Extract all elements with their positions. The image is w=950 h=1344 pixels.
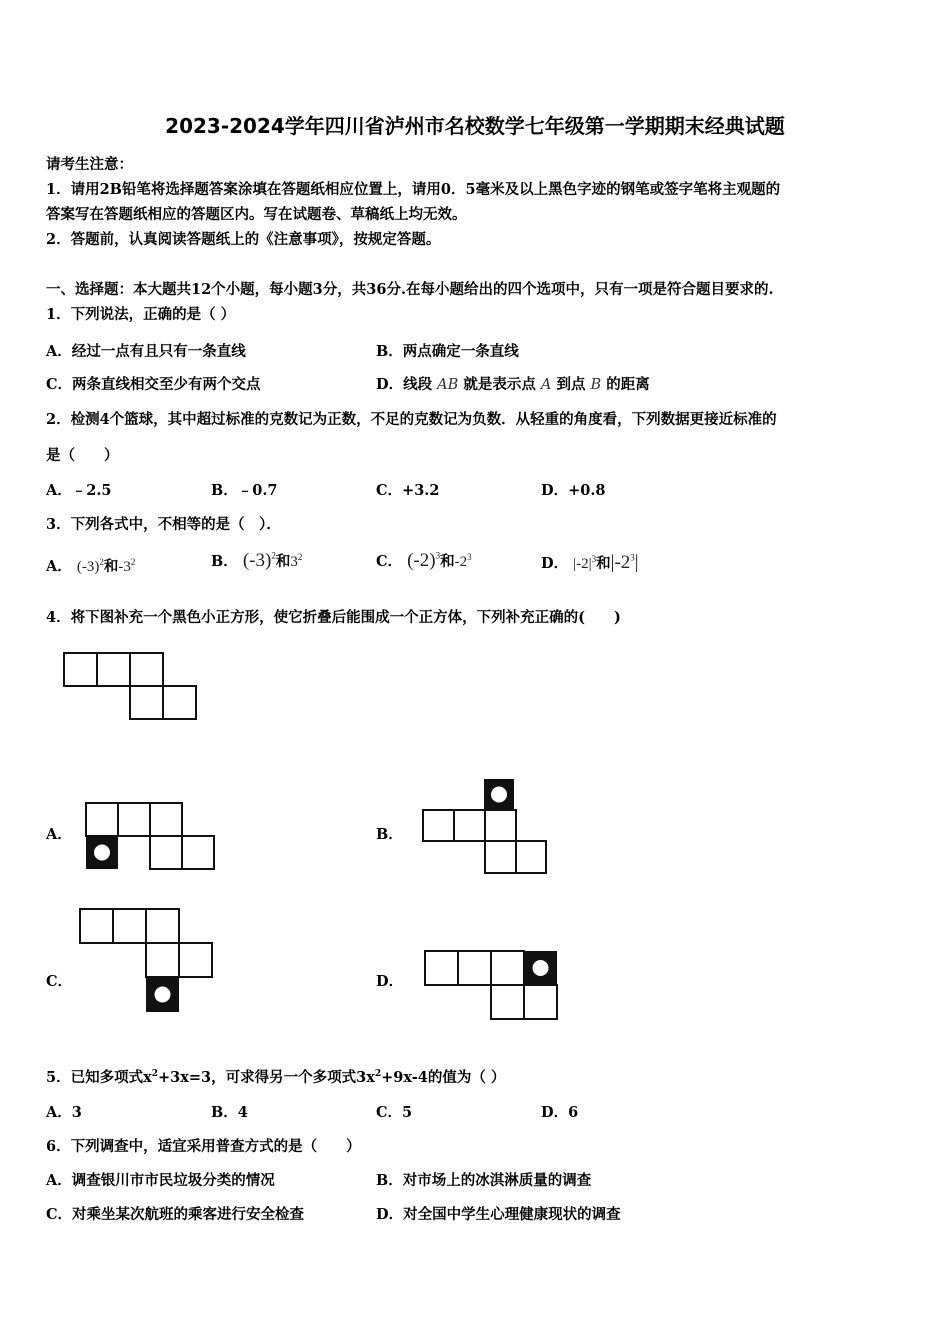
section-heading: 一、选择题：本大题共12个小题，每小题3分，共36分.在每小题给出的四个选项中，只有一项是符合题目要求的. (46, 281, 774, 298)
q5-stem-exp2: 2 (374, 1069, 382, 1080)
q2-stem-line-2: 是（ ） (46, 447, 119, 464)
q6-option-a: A．调查银川市市民垃圾分类的情况 (46, 1172, 275, 1189)
q4-option-a-net (85, 802, 220, 874)
q3-c-exp2: 3 (467, 552, 472, 562)
q1-option-c: C．两条直线相交至少有两个交点 (46, 376, 261, 393)
notice-heading: 请考生注意： (46, 156, 133, 173)
q4-option-d-label: D． (376, 973, 404, 990)
page-title: 2023-2024学年四川省泸州市名校数学七年级第一学期期末经典试题 (165, 114, 785, 138)
q1-d-mid2: 到点 (556, 376, 586, 393)
q3-c-label: C． (376, 553, 403, 570)
q5-option-a: A．3 (46, 1104, 82, 1121)
q3-b-exp1: 2 (271, 550, 276, 561)
q3-d-exp1: 3 (591, 554, 597, 564)
q3-d-close: | (634, 552, 639, 573)
q4-option-d-net (424, 950, 564, 1022)
q3-b-expr1: (-3) (242, 550, 272, 571)
q3-b-and: 和 (275, 553, 291, 570)
q5-stem-pre: 5．已知多项式x (46, 1069, 152, 1086)
q5-option-c: C．5 (376, 1104, 413, 1121)
q2-option-c: C．+3.2 (376, 482, 440, 499)
q2-stem-line-1: 2．检测4个篮球，其中超过标准的克数记为正数，不足的克数记为负数．从轻重的角度看，下列数据更接近标准的 (46, 411, 777, 428)
q1-d-segment-ab: AB (437, 377, 459, 393)
q4-stem: 4．将下图补充一个黑色小正方形，使它折叠后能围成一个正方体，下列补充正确的( ) (46, 609, 621, 626)
q5-stem-mid: +3x=3，可求得另一个多项式3x (158, 1069, 375, 1086)
q4-option-c-label: C． (46, 973, 73, 990)
q1-d-prefix: D．线段 (376, 376, 433, 393)
q3-b-expr2: 3 (290, 554, 298, 570)
q6-option-d: D．对全国中学生心理健康现状的调查 (376, 1206, 621, 1223)
q3-option-d (541, 552, 639, 574)
q4-option-b-net (422, 778, 552, 878)
q3-a-exp2: 2 (130, 557, 136, 567)
q3-a-exp1: 2 (99, 557, 104, 567)
q1-option-b: B．两点确定一条直线 (376, 343, 519, 360)
q3-option-a (46, 555, 135, 576)
q4-base-net (63, 652, 203, 724)
q3-a-and: 和 (103, 558, 119, 575)
q3-c-and: 和 (440, 553, 455, 570)
q5-stem (46, 1066, 505, 1087)
q3-d-and: 和 (596, 555, 611, 572)
q3-d-expr1: |-2| (573, 556, 592, 572)
q3-c-exp1: 3 (435, 550, 441, 561)
q1-d-point-b: B (590, 377, 602, 393)
q3-a-expr1: (-3) (76, 559, 100, 575)
q4-option-b-label: B． (376, 826, 403, 843)
q3-d-label: D． (541, 555, 569, 572)
q5-stem-post: +9x-4的值为（ ） (381, 1069, 506, 1086)
q3-b-exp2: 2 (297, 552, 303, 562)
q3-d-exp2: 3 (630, 552, 635, 563)
q5-option-b: B．4 (211, 1104, 248, 1121)
q5-option-d: D．6 (541, 1104, 579, 1121)
q2-option-d: D．+0.8 (541, 482, 606, 499)
q1-stem: 1．下列说法，正确的是（ ） (46, 306, 236, 323)
q3-c-expr1: (-2) (407, 550, 436, 571)
q1-d-mid1: 就是表示点 (463, 376, 536, 393)
q1-option-d (376, 373, 650, 394)
q3-stem: 3．下列各式中，不相等的是（ ）． (46, 516, 281, 533)
notice-item-1-line-2: 答案写在答题纸相应的答题区内。写在试题卷、草稿纸上均无效。 (46, 206, 467, 223)
q5-stem-exp1: 2 (151, 1069, 158, 1080)
q6-stem: 6．下列调查中，适宜采用普查方式的是（ ） (46, 1138, 361, 1155)
notice-item-2: 2．答题前，认真阅读答题纸上的《注意事项》，按规定答题。 (46, 231, 441, 248)
q3-option-c (376, 550, 472, 572)
q6-option-b: B．对市场上的冰淇淋质量的调查 (376, 1172, 592, 1189)
q1-d-point-a: A (540, 377, 552, 393)
notice-item-1-line-1: 1．请用2B铅笔将选择题答案涂填在答题纸相应位置上，请用0．5毫米及以上黑色字迹的钢笔或签字笔将主观题的 (46, 181, 781, 198)
q3-a-expr2: -3 (118, 559, 131, 575)
q4-option-a-label: A． (46, 826, 72, 843)
q3-a-label: A． (46, 558, 72, 575)
q2-option-b: B．﹣0.7 (211, 482, 278, 499)
q6-option-c: C．对乘坐某次航班的乘客进行安全检查 (46, 1206, 305, 1223)
q3-b-label: B． (211, 553, 238, 570)
q2-option-a: A．﹣2.5 (46, 482, 112, 499)
q3-d-expr2: |-2 (610, 552, 631, 573)
q3-option-b (211, 550, 302, 572)
q1-d-suffix: 的距离 (606, 376, 650, 393)
q3-c-expr2: -2 (454, 554, 468, 570)
q1-option-a: A．经过一点有且只有一条直线 (46, 343, 246, 360)
q4-option-c-net (79, 908, 219, 1018)
